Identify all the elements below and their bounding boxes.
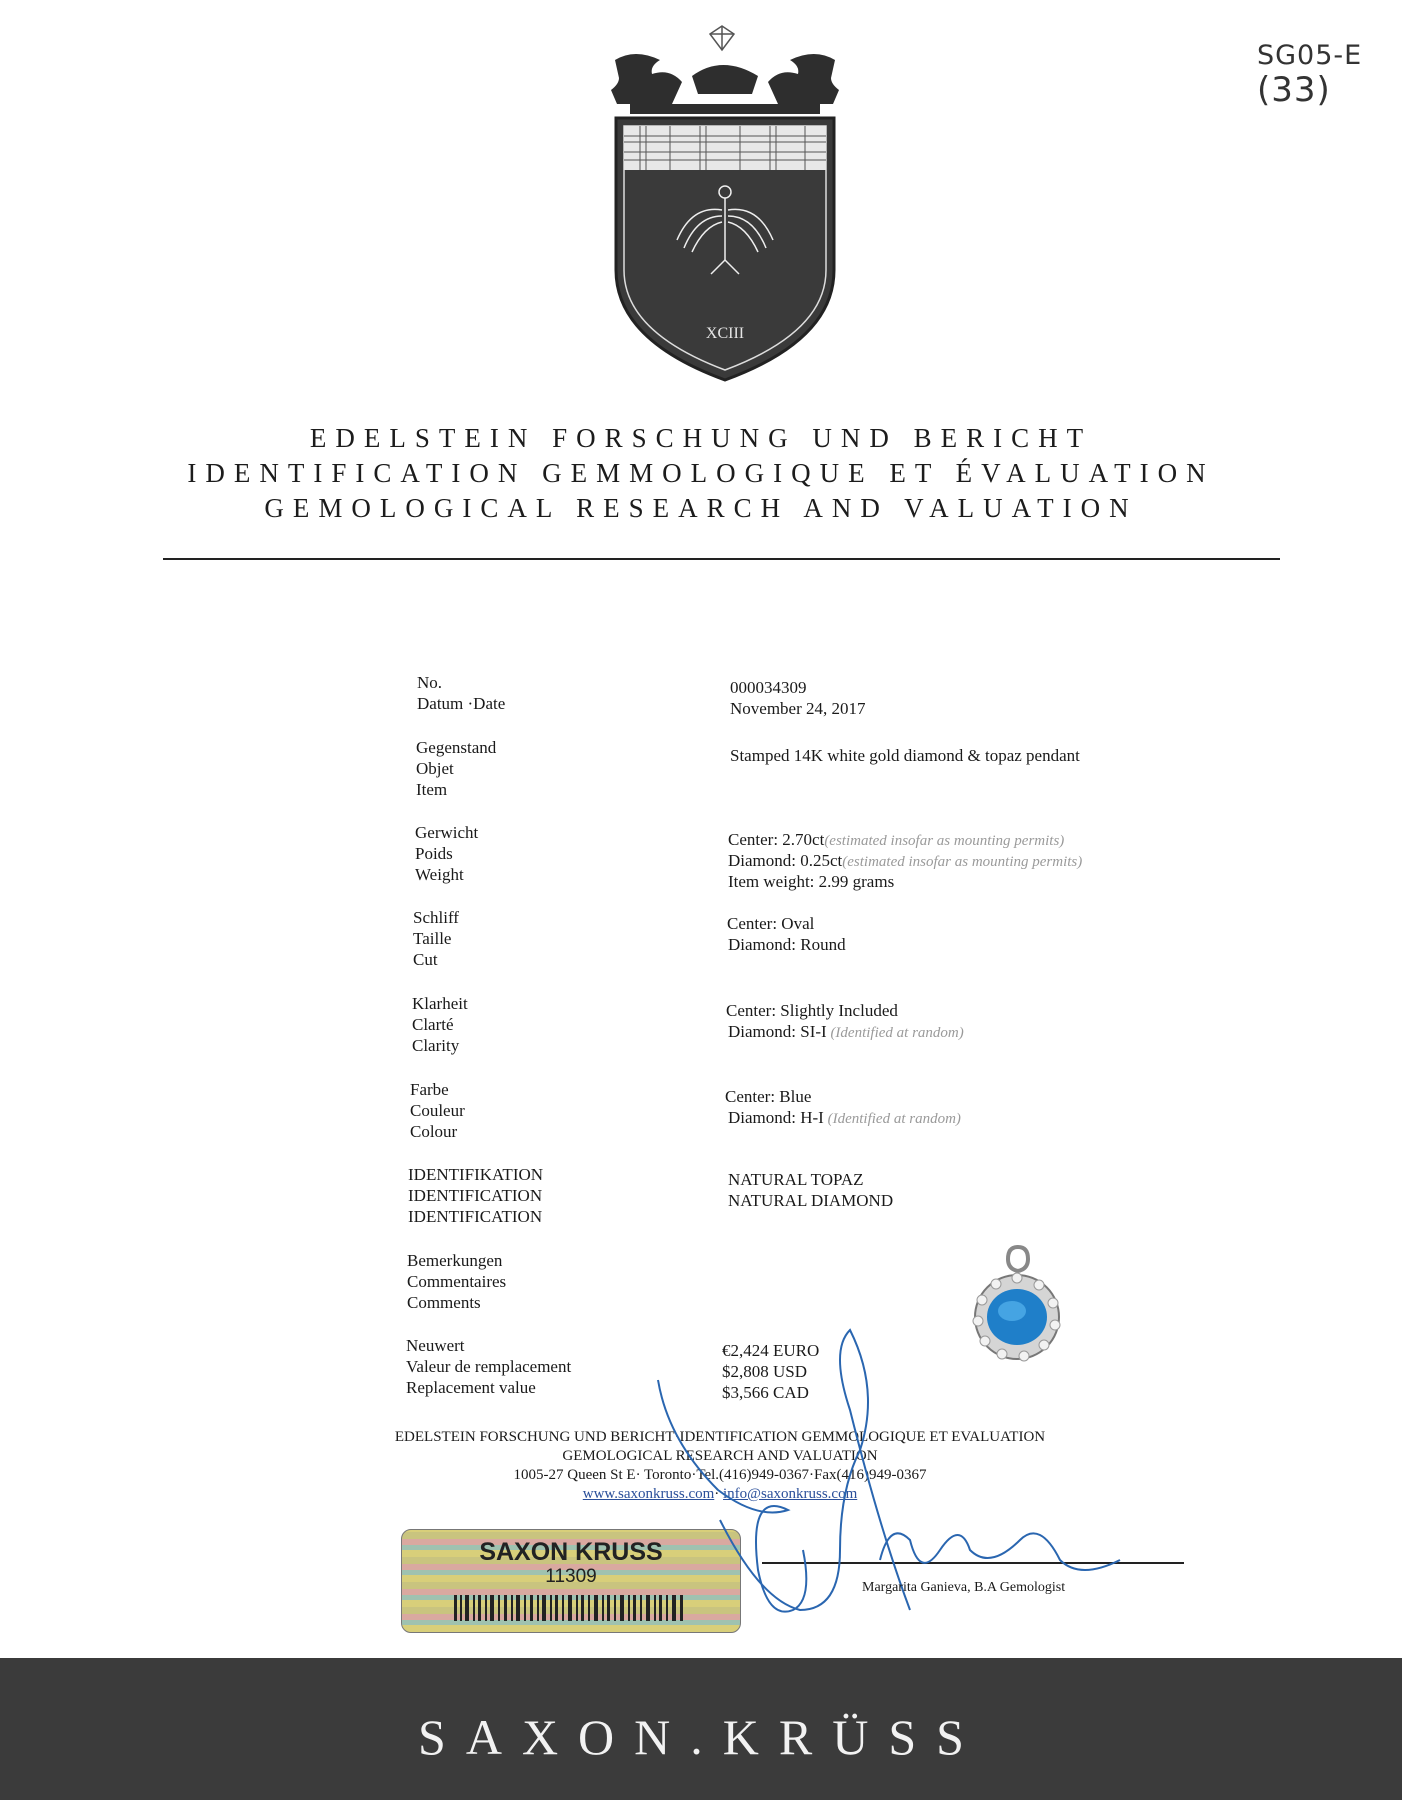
label-comments-fr: Commentaires [407,1272,507,1291]
link-separator: · [714,1486,720,1502]
value-usd: $2,808 USD [722,1362,808,1381]
label-clarity-fr: Clarté [412,1015,454,1034]
label-clarity-de: Klarheit [412,994,468,1013]
label-comments-de: Bemerkungen [407,1251,503,1270]
label-identification-fr: IDENTIFICATION [408,1186,543,1205]
item-description: Stamped 14K white gold diamond & topaz pendant [730,746,1080,765]
brand-logo-text: SAXON.KRÜSS [418,1709,984,1765]
footer-line-2: GEMOLOGICAL RESEARCH AND VALUATION [562,1448,878,1464]
label-item-fr: Objet [416,759,454,778]
weight-diamond-note: (estimated insofar as mounting permits) [842,854,1083,870]
colour-diamond-note: (Identified at random) [823,1111,961,1127]
label-identification-de: IDENTIFIKATION [408,1165,544,1184]
cut-center: Center: Oval [727,914,815,933]
title-french: IDENTIFICATION GEMMOLOGIQUE ET ÉVALUATION [187,458,1215,488]
colour-center: Center: Blue [725,1087,812,1106]
website-link[interactable]: www.saxonkruss.com [582,1486,715,1502]
signature [640,1320,1200,1650]
label-item-de: Gegenstand [416,738,497,757]
footer-address: 1005-27 Queen St E· Toronto·Tel.(416)949-0367·Fax(416)949-0367 [513,1467,927,1483]
cut-diamond: Diamond: Round [728,935,846,954]
item-weight: Item weight: 2.99 grams [728,872,895,891]
label-comments-en: Comments [407,1293,481,1312]
weight-center-value: Center: 2.70ct [728,830,825,849]
label-value-fr: Valeur de remplacement [406,1357,572,1376]
corner-note-number: (33) [1257,70,1331,110]
identification-topaz: NATURAL TOPAZ [728,1170,864,1189]
footer-line-1: EDELSTEIN FORSCHUNG UND BERICHT·IDENTIFICATION GEMMOLOGIQUE ET EVALUATION [394,1429,1046,1445]
crest-numeral: XCIII [705,325,745,342]
label-cut-de: Schliff [413,908,459,927]
weight-center-note: (estimated insofar as mounting permits) [824,833,1065,849]
title-english: GEMOLOGICAL RESEARCH AND VALUATION [264,493,1138,523]
label-cut-en: Cut [413,950,438,969]
weight-center [728,829,1064,852]
corner-note-code: SG05-E [1257,40,1363,71]
label-no: No. [417,673,443,692]
label-colour-fr: Couleur [410,1101,465,1120]
shield-plaid [624,126,826,170]
hologram-brand: SAXON KRUSS [479,1538,663,1566]
colour-diamond-value: Diamond: H-I [728,1108,824,1127]
email-link[interactable]: info@saxonkruss.com [723,1486,858,1502]
weight-diamond-value: Diamond: 0.25ct [728,851,843,870]
clarity-diamond-value: Diamond: SI-I [728,1022,827,1041]
value-eur: €2,424 EURO [722,1341,820,1360]
colour-diamond [728,1107,961,1130]
label-item-en: Item [416,780,448,799]
signature-caption: Margarita Ganieva, B.A Gemologist [862,1580,1066,1595]
label-cut-fr: Taille [413,929,452,948]
clarity-center: Center: Slightly Included [726,1001,898,1020]
corner-note [1257,40,1363,110]
title-german: EDELSTEIN FORSCHUNG UND BERICHT [309,423,1093,453]
weight-diamond [728,850,1082,873]
label-identification-en: IDENTIFICATION [408,1207,543,1226]
label-clarity-en: Clarity [412,1036,460,1055]
title-divider [163,558,1280,560]
report-date: November 24, 2017 [730,699,866,718]
label-date: Datum ·Date [417,694,506,713]
label-value-de: Neuwert [406,1336,465,1355]
report-table [405,672,1205,1412]
label-weight-de: Gerwicht [415,823,479,842]
value-cad: $3,566 CAD [722,1383,809,1402]
identification-diamond: NATURAL DIAMOND [728,1191,894,1210]
hologram-number: 11309 [545,1566,597,1587]
clarity-diamond-note: (Identified at random) [826,1025,964,1041]
label-value-en: Replacement value [406,1378,536,1397]
diamond-icon [710,26,734,50]
label-weight-en: Weight [415,865,464,884]
label-colour-de: Farbe [410,1080,449,1099]
label-colour-en: Colour [410,1122,458,1141]
report-number: 000034309 [730,678,807,697]
crown-ornament [611,54,839,114]
crest-emblem [610,20,840,390]
label-weight-fr: Poids [415,844,453,863]
clarity-diamond [728,1021,964,1044]
